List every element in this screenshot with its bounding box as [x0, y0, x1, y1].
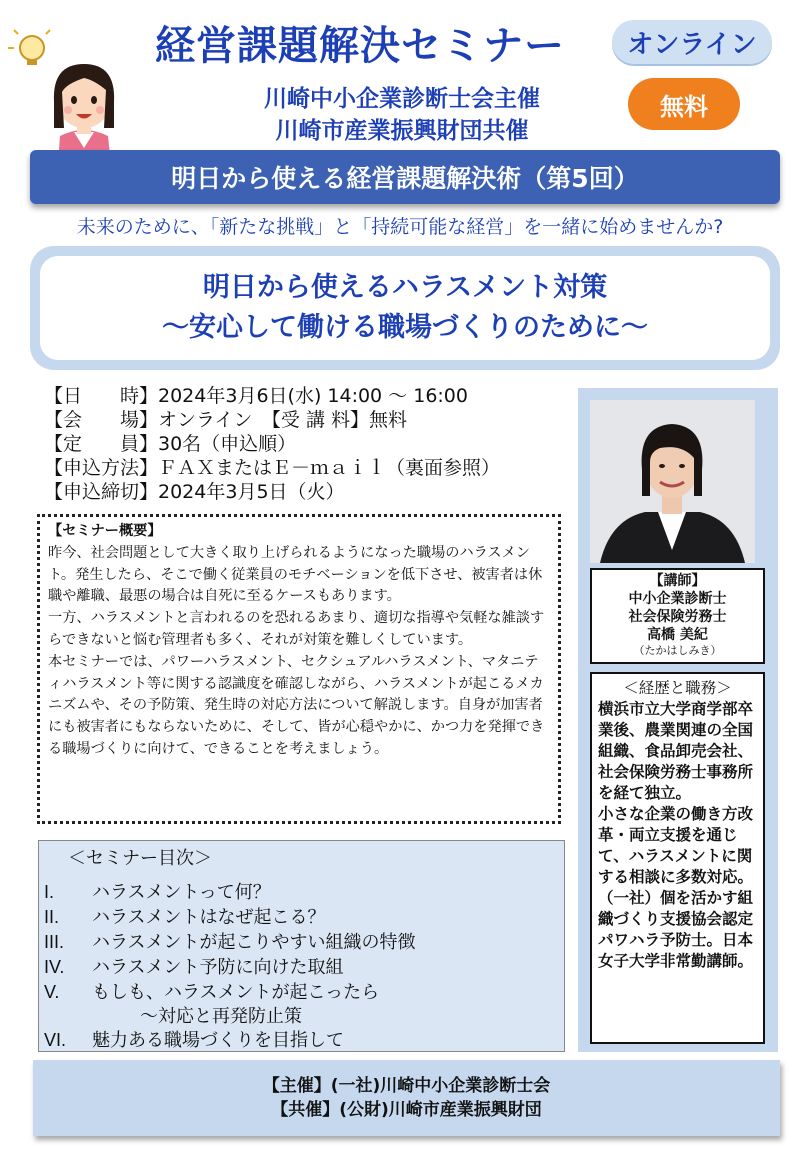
organizer-text: 川崎中小企業診断士会主催 — [264, 86, 540, 112]
career-paragraph: 小さな企業の働き方改革・両立支援を通じて、ハラスメントに関する相談に多数対応。 — [598, 805, 754, 886]
career-paragraph: 横浜市立大学商学部卒業後、農業関連の全国組織、食品卸売会社、社会保険労務士事務所を経て独立。 — [598, 700, 754, 802]
topic-subtitle: ～安心して働ける職場づくりのために～ — [162, 312, 648, 343]
info-datetime: 【日 時】2024年3月6日(水) 14:00 ～ 16:00 — [44, 385, 468, 407]
career-paragraph: （一社）個を活かす組織づくり支援協会認定パワハラ予防士。日本女子大学非常勤講師。 — [598, 889, 754, 970]
toc-subitem: ～対応と再発防止策 — [140, 1006, 302, 1027]
footer-organizer: 【主催】(一社)川崎中小企業診断士会 — [262, 1076, 551, 1096]
overview-paragraph: 昨今、社会問題として大きく取り上げられるようになった職場のハラスメント。発生したら、そこで働く従業員のモチベーションを低下させ、被害者は休職や離職、最悪の場合は自死に至るケースもあります。 — [48, 544, 543, 605]
footer-cosponsor: 【共催】(公財)川崎市産業振興財団 — [271, 1100, 542, 1120]
overview-paragraph: 一方、ハラスメントと言われるのを恐れるあまり、適切な指導や気軽な雑談すらできないと悩む管理者も多く、それが対策を難しくしています。 — [48, 610, 545, 648]
lecturer-title: 中小企業診断士 — [628, 591, 727, 607]
info-method: 【申込方法】ＦＡＸまたはＥ－ｍａｉｌ（裏面参照） — [44, 457, 501, 479]
toc-item: IV. ハラスメント予防に向けた取組 — [44, 957, 344, 978]
free-badge: 無料 — [628, 78, 740, 130]
info-capacity: 【定 員】30名（申込順） — [44, 433, 297, 455]
topic-title: 明日から使えるハラスメント対策 — [202, 272, 608, 303]
lightbulb-icon — [8, 30, 50, 65]
toc-item: II. ハラスメントはなぜ起こる？ — [44, 907, 326, 928]
series-banner — [30, 150, 780, 204]
info-deadline: 【申込締切】2024年3月5日（火） — [44, 481, 345, 503]
tagline: 未来のために、「新たな挑戦」と「持続可能な経営」を一緒に始めませんか? — [76, 216, 724, 238]
lecturer-title: 社会保険労務士 — [628, 609, 727, 625]
lecturer-box — [590, 568, 765, 664]
lecturer-name: 高橋 美紀 — [647, 627, 708, 643]
cosponsor-text: 川崎市産業振興財団共催 — [275, 118, 529, 144]
toc-item: V. もしも、ハラスメントが起こったら — [44, 982, 380, 1003]
toc-item: I. ハラスメントって何？ — [44, 882, 271, 903]
overview-heading: 【セミナー概要】 — [48, 523, 162, 539]
lecturer-heading: 【講師】 — [649, 573, 706, 589]
overview-paragraph: 本セミナーでは、パワーハラスメント、セクシュアルハラスメント、マタニティハラスメント等に関する認識度を確認しながら、ハラスメントが起こるメカニズムや、その予防策、発生時の対応方法について解説します。自身が加害者にも被害者にもならないために、そして、皆が心穏やかに、かつ力を発揮できる職場づくりに向けて、できることを考えましょう。 — [48, 653, 545, 757]
lecturer-photo — [590, 400, 755, 563]
footer-box — [33, 1060, 780, 1136]
toc-title: ＜セミナー目次＞ — [68, 848, 212, 869]
page-title: 経営課題解決セミナー — [155, 23, 565, 69]
lecturer-reading: （たかはしみき） — [633, 644, 722, 657]
series-title: 明日から使える経営課題解決術（第5回） — [171, 164, 639, 193]
career-box — [590, 672, 765, 1044]
toc-item: III. ハラスメントが起こりやすい組織の特徴 — [44, 932, 416, 953]
overview-box — [37, 514, 561, 824]
career-heading: ＜経歴と職務＞ — [623, 679, 732, 697]
online-badge: オンライン — [612, 20, 772, 64]
toc-item: VI. 魅力ある職場づくりを目指して — [44, 1030, 344, 1051]
info-venue: 【会 場】オンライン 【受 講 料】無料 — [44, 409, 408, 431]
topic-box — [40, 256, 770, 360]
